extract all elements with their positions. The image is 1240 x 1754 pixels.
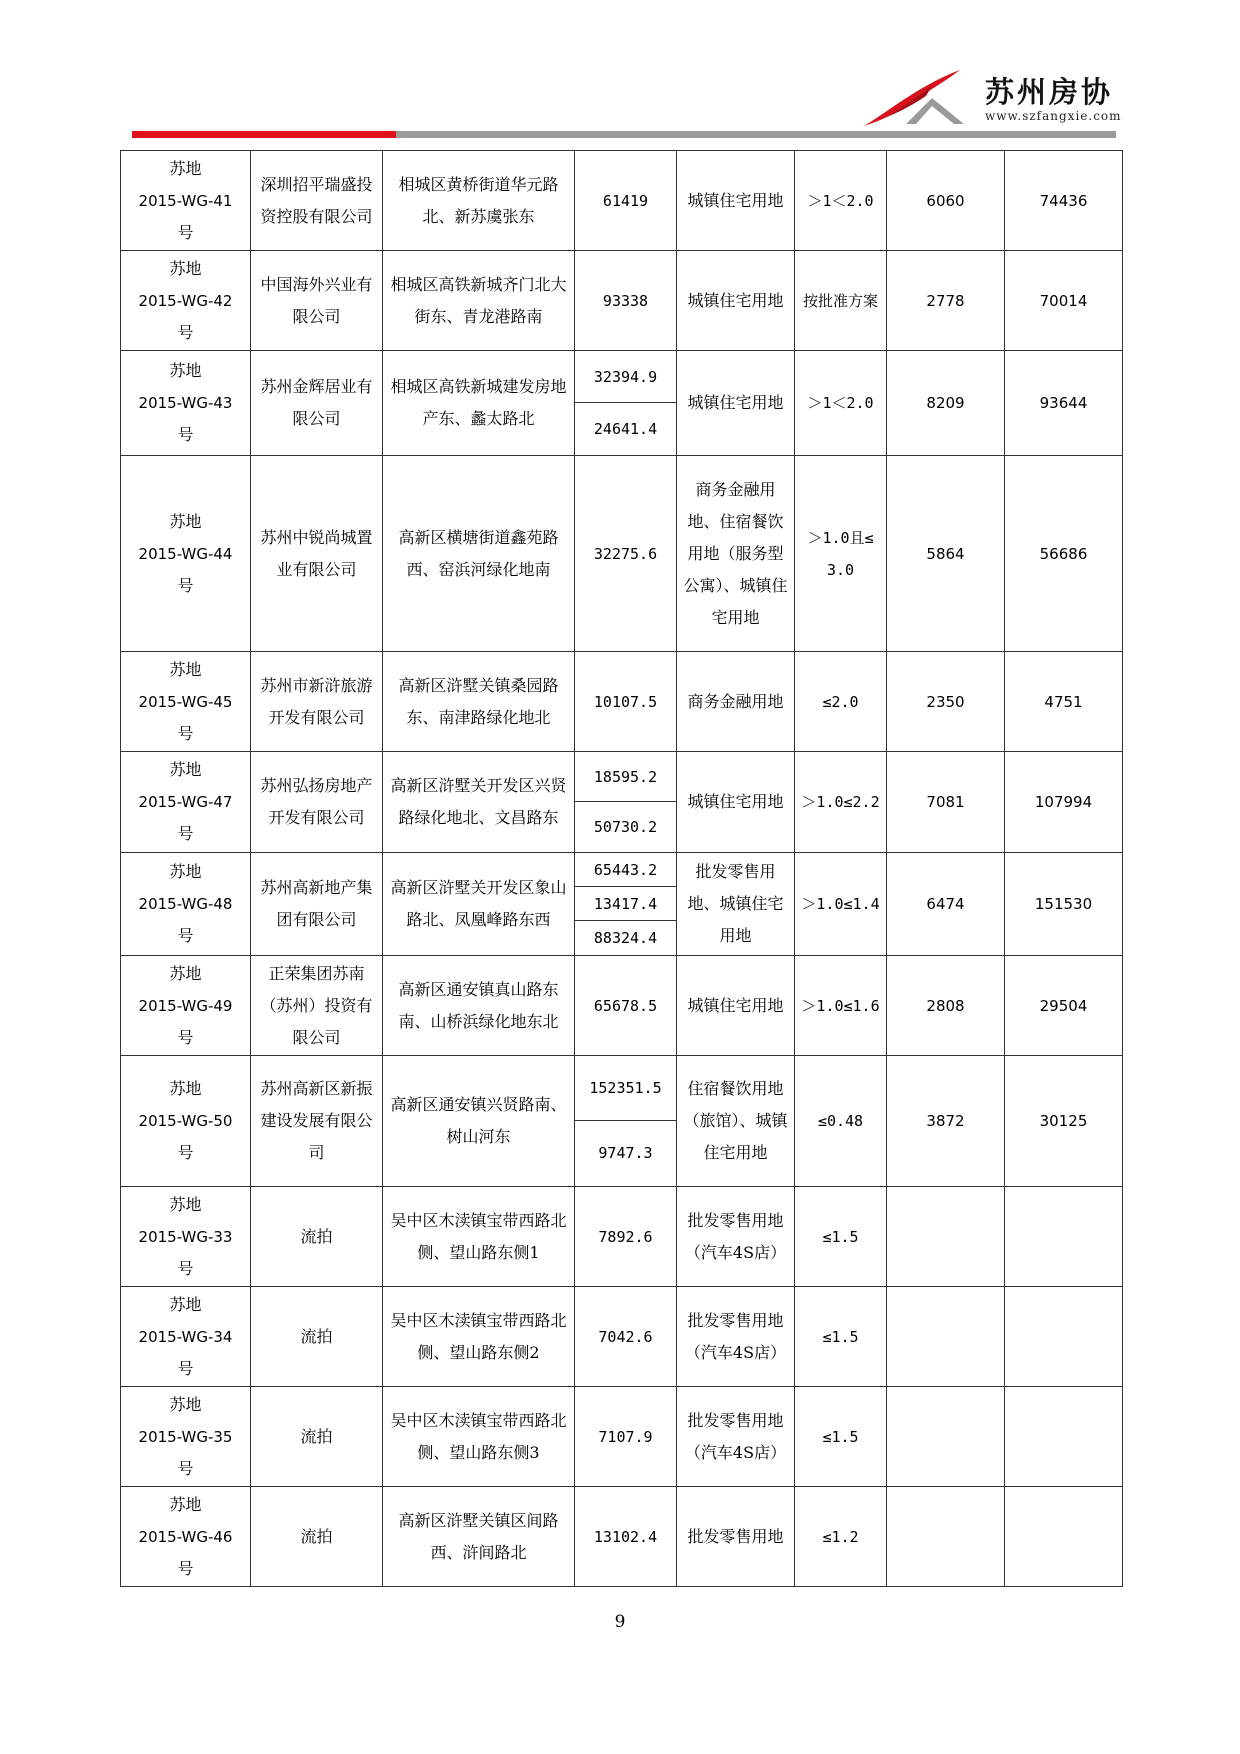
parcel-id-line: 2015-WG-47	[138, 793, 233, 811]
land-use-cell	[677, 351, 795, 456]
area-value: 10107.5	[593, 692, 658, 711]
land-use-cell	[677, 456, 795, 652]
header-rule-red	[132, 131, 396, 138]
location-cell	[383, 1387, 575, 1487]
company-name: 流拍	[300, 1526, 333, 1546]
land-use-cell	[677, 251, 795, 351]
land-use: 城镇住宅用地	[687, 190, 784, 210]
company-cell	[251, 151, 383, 251]
plot-ratio: ≤1.5	[822, 1227, 859, 1246]
land-use: 批发零售用地（汽车4S店）	[684, 1410, 787, 1462]
plot-ratio-cell	[795, 1387, 887, 1487]
location-cell	[383, 251, 575, 351]
area-part: 32394.9	[575, 351, 676, 403]
total-price: 29504	[1039, 996, 1088, 1015]
area-part: 152351.5	[575, 1056, 676, 1121]
plot-ratio: 按批准方案	[802, 291, 878, 310]
parcel-location: 相城区高铁新城建发房地产东、蠡太路北	[390, 377, 567, 428]
parcel-location: 相城区黄桥街道华元路北、新苏虞张东	[398, 174, 559, 226]
plot-ratio: ≤1.5	[822, 1327, 859, 1346]
land-use-cell	[677, 1187, 795, 1287]
parcel-id-cell	[121, 1487, 251, 1587]
area-cell	[575, 351, 677, 456]
total-price-cell	[1005, 752, 1123, 853]
area-part: 18595.2	[575, 752, 676, 802]
swallow-roof-logo-icon	[860, 68, 970, 130]
area-cell	[575, 1487, 677, 1587]
parcel-id-line: 2015-WG-35	[138, 1427, 233, 1446]
land-use: 批发零售用地、城镇住宅用地	[687, 862, 784, 945]
brand-url: www.szfangxie.com	[985, 109, 1122, 123]
plot-ratio: ＞1.0≤1.4	[801, 895, 880, 913]
company-cell	[251, 652, 383, 752]
unit-price: 7081	[926, 793, 965, 811]
location-cell	[383, 1056, 575, 1187]
location-cell	[383, 456, 575, 652]
land-use-cell	[677, 1387, 795, 1487]
parcel-id-line: 苏地	[169, 511, 202, 531]
total-price: 70014	[1039, 291, 1088, 310]
location-cell	[383, 853, 575, 956]
parcel-location: 吴中区木渎镇宝带西路北侧、望山路东侧3	[390, 1410, 567, 1462]
plot-ratio: ＞1.0≤2.2	[801, 793, 880, 811]
parcel-location: 高新区横塘街道鑫苑路西、窑浜河绿化地南	[398, 527, 559, 579]
land-transaction-table	[120, 150, 1123, 1587]
unit-price-cell	[887, 1187, 1005, 1287]
parcel-id-line: 号	[177, 926, 194, 945]
land-use: 批发零售用地	[687, 1526, 784, 1546]
parcel-id-line: 苏地	[169, 963, 202, 983]
area-value: 7107.9	[598, 1427, 653, 1446]
plot-ratio: ≤1.2	[822, 1527, 859, 1546]
location-cell	[383, 652, 575, 752]
parcel-location: 吴中区木渎镇宝带西路北侧、望山路东侧2	[390, 1310, 567, 1362]
parcel-id-line: 号	[177, 222, 194, 242]
parcel-id-line: 苏地	[169, 862, 202, 881]
plot-ratio-cell	[795, 456, 887, 652]
unit-price: 6474	[926, 895, 965, 913]
parcel-id-line: 苏地	[169, 760, 202, 779]
unit-price: 2808	[926, 996, 965, 1015]
parcel-id-line: 2015-WG-50	[138, 1112, 233, 1130]
parcel-id-line: 2015-WG-41	[138, 191, 233, 210]
area-part: 50730.2	[593, 818, 658, 836]
total-price-cell	[1005, 652, 1123, 752]
area-part: 13417.4	[575, 887, 676, 921]
total-price-cell	[1005, 853, 1123, 956]
parcel-id-line: 2015-WG-45	[138, 692, 233, 711]
total-price: 30125	[1039, 1112, 1088, 1130]
parcel-id-line: 号	[177, 824, 194, 843]
company-name: 正荣集团苏南（苏州）投资有限公司	[260, 963, 373, 1047]
table-row	[121, 956, 1123, 1056]
plot-ratio-cell	[795, 151, 887, 251]
land-use: 商务金融用地	[687, 691, 784, 711]
parcel-id-line: 2015-WG-43	[138, 394, 233, 412]
parcel-id-line: 苏地	[169, 659, 202, 679]
company-cell	[251, 351, 383, 456]
area-value: 7892.6	[598, 1227, 653, 1246]
table-row	[121, 752, 1123, 853]
parcel-location: 相城区高铁新城齐门北大街东、青龙港路南	[390, 274, 567, 326]
company-cell	[251, 1287, 383, 1387]
plot-ratio-cell	[795, 351, 887, 456]
page-number: 9	[614, 1612, 626, 1632]
area-cell	[575, 1056, 677, 1187]
plot-ratio-cell	[795, 752, 887, 853]
total-price: 56686	[1039, 544, 1088, 563]
parcel-location: 高新区浒墅关开发区兴贤路绿化地北、文昌路东	[390, 776, 567, 827]
parcel-id-line: 苏地	[169, 1494, 202, 1514]
company-name: 流拍	[300, 1326, 333, 1346]
parcel-id-line: 2015-WG-48	[138, 895, 233, 913]
plot-ratio: ＞1＜2.0	[807, 191, 874, 210]
total-price: 107994	[1034, 793, 1093, 811]
parcel-id-line: 苏地	[169, 1394, 202, 1414]
parcel-id-line: 号	[177, 575, 194, 595]
area-cell	[575, 853, 677, 956]
land-use: 城镇住宅用地	[687, 393, 784, 412]
header-rule-gray	[396, 131, 1116, 138]
total-price-cell	[1005, 956, 1123, 1056]
unit-price: 3872	[926, 1112, 965, 1130]
parcel-id-cell	[121, 752, 251, 853]
area-cell	[575, 456, 677, 652]
parcel-id-cell	[121, 1287, 251, 1387]
plot-ratio-cell	[795, 1487, 887, 1587]
unit-price-cell	[887, 956, 1005, 1056]
brand-name: 苏州房协	[985, 75, 1114, 109]
unit-price-cell	[887, 1056, 1005, 1187]
parcel-id-line: 号	[177, 1258, 194, 1278]
area-value: 93338	[602, 291, 649, 310]
location-cell	[383, 351, 575, 456]
table-row	[121, 1187, 1123, 1287]
plot-ratio: ＞1.0且≤3.0	[807, 528, 874, 579]
area-part: 65443.2	[575, 853, 676, 887]
plot-ratio-cell	[795, 1187, 887, 1287]
land-use-cell	[677, 956, 795, 1056]
land-use: 批发零售用地（汽车4S店）	[684, 1210, 787, 1262]
parcel-location: 高新区浒墅关镇桑园路东、南津路绿化地北	[398, 675, 559, 727]
table-row	[121, 456, 1123, 652]
parcel-id-cell	[121, 652, 251, 752]
table-row	[121, 853, 1123, 956]
plot-ratio: ≤0.48	[817, 1112, 864, 1130]
company-name: 流拍	[300, 1426, 333, 1446]
parcel-id-line: 苏地	[169, 158, 202, 178]
total-price-cell	[1005, 1056, 1123, 1187]
total-price-cell	[1005, 1387, 1123, 1487]
unit-price-cell	[887, 1287, 1005, 1387]
parcel-id-cell	[121, 956, 251, 1056]
parcel-id-line: 2015-WG-44	[138, 544, 233, 563]
parcel-id-line: 2015-WG-34	[138, 1327, 233, 1346]
area-cell	[575, 1187, 677, 1287]
unit-price: 8209	[926, 394, 965, 412]
unit-price-cell	[887, 456, 1005, 652]
area-part: 24641.4	[593, 420, 658, 438]
parcel-id-cell	[121, 251, 251, 351]
company-name: 苏州高新区新振建设发展有限公司	[260, 1079, 373, 1162]
unit-price-cell	[887, 151, 1005, 251]
company-cell	[251, 956, 383, 1056]
total-price-cell	[1005, 1487, 1123, 1587]
table-row	[121, 1056, 1123, 1187]
unit-price: 5864	[926, 544, 965, 563]
unit-price: 2778	[926, 291, 965, 310]
company-cell	[251, 752, 383, 853]
parcel-id-line: 2015-WG-49	[138, 996, 233, 1015]
land-use: 批发零售用地（汽车4S店）	[684, 1310, 787, 1362]
area-cell	[575, 151, 677, 251]
area-value: 65678.5	[593, 996, 658, 1015]
table-row	[121, 151, 1123, 251]
table-row	[121, 1287, 1123, 1387]
area-value: 61419	[602, 191, 649, 210]
company-name: 苏州市新浒旅游开发有限公司	[260, 675, 373, 727]
company-cell	[251, 251, 383, 351]
parcel-id-cell	[121, 456, 251, 652]
parcel-id-line: 2015-WG-33	[138, 1227, 233, 1246]
total-price-cell	[1005, 1187, 1123, 1287]
land-use: 城镇住宅用地	[687, 290, 784, 310]
unit-price-cell	[887, 251, 1005, 351]
location-cell	[383, 752, 575, 853]
plot-ratio-cell	[795, 956, 887, 1056]
plot-ratio-cell	[795, 1287, 887, 1387]
company-cell	[251, 1487, 383, 1587]
area-cell	[575, 956, 677, 1056]
plot-ratio: ≤2.0	[822, 692, 859, 711]
page-header	[0, 0, 1240, 150]
area-cell	[575, 251, 677, 351]
plot-ratio-cell	[795, 251, 887, 351]
land-use-cell	[677, 853, 795, 956]
location-cell	[383, 956, 575, 1056]
area-part: 9747.3	[598, 1144, 653, 1162]
plot-ratio: ≤1.5	[822, 1427, 859, 1446]
company-cell	[251, 456, 383, 652]
parcel-id-line: 号	[177, 1027, 194, 1047]
parcel-id-line: 号	[177, 1558, 194, 1578]
land-use: 住宿餐饮用地（旅馆）、城镇住宅用地	[683, 1079, 788, 1162]
parcel-id-cell	[121, 351, 251, 456]
plot-ratio-cell	[795, 853, 887, 956]
location-cell	[383, 1487, 575, 1587]
parcel-id-line: 号	[177, 1358, 194, 1378]
location-cell	[383, 1287, 575, 1387]
land-use-cell	[677, 1056, 795, 1187]
total-price-cell	[1005, 1287, 1123, 1387]
company-name: 苏州金辉居业有限公司	[260, 377, 373, 428]
total-price-cell	[1005, 151, 1123, 251]
parcel-id-cell	[121, 1387, 251, 1487]
plot-ratio-cell	[795, 1056, 887, 1187]
land-use-cell	[677, 752, 795, 853]
area-value: 7042.6	[598, 1327, 653, 1346]
parcel-id-cell	[121, 151, 251, 251]
unit-price-cell	[887, 1487, 1005, 1587]
parcel-id-cell	[121, 1056, 251, 1187]
land-use-cell	[677, 1287, 795, 1387]
company-cell	[251, 1187, 383, 1287]
plot-ratio: ＞1.0≤1.6	[801, 996, 880, 1015]
parcel-id-line: 苏地	[169, 1079, 202, 1098]
area-cell	[575, 752, 677, 853]
location-cell	[383, 1187, 575, 1287]
parcel-id-line: 苏地	[169, 258, 202, 278]
land-use: 商务金融用地、住宿餐饮用地（服务型公寓）、城镇住宅用地	[683, 479, 788, 627]
total-price: 74436	[1039, 191, 1088, 210]
unit-price-cell	[887, 351, 1005, 456]
company-cell	[251, 853, 383, 956]
land-use-cell	[677, 652, 795, 752]
table-row	[121, 652, 1123, 752]
land-use-cell	[677, 1487, 795, 1587]
parcel-location: 高新区通安镇兴贤路南、树山河东	[390, 1095, 567, 1146]
parcel-id-line: 号	[177, 1458, 194, 1478]
parcel-id-line: 苏地	[169, 1194, 202, 1214]
area-part: 88324.4	[593, 929, 658, 947]
company-name: 深圳招平瑞盛投资控股有限公司	[260, 174, 373, 226]
parcel-id-line: 2015-WG-42	[138, 291, 233, 310]
table-row	[121, 351, 1123, 456]
unit-price-cell	[887, 752, 1005, 853]
total-price: 151530	[1034, 895, 1093, 913]
land-use: 城镇住宅用地	[687, 995, 784, 1015]
unit-price: 2350	[926, 692, 965, 711]
area-value: 32275.6	[593, 544, 658, 563]
parcel-id-cell	[121, 1187, 251, 1287]
area-cell	[575, 1387, 677, 1487]
table-row	[121, 1487, 1123, 1587]
area-cell	[575, 652, 677, 752]
parcel-id-cell	[121, 853, 251, 956]
total-price: 4751	[1044, 692, 1083, 711]
parcel-id-line: 号	[177, 322, 194, 342]
total-price-cell	[1005, 456, 1123, 652]
unit-price: 6060	[926, 191, 965, 210]
parcel-location: 高新区浒墅关镇区间路西、浒间路北	[398, 1510, 559, 1562]
company-cell	[251, 1387, 383, 1487]
unit-price-cell	[887, 652, 1005, 752]
parcel-location: 高新区通安镇真山路东南、山桥浜绿化地东北	[398, 979, 559, 1031]
company-name: 苏州弘扬房地产开发有限公司	[260, 776, 373, 827]
company-cell	[251, 1056, 383, 1187]
unit-price-cell	[887, 1387, 1005, 1487]
area-cell	[575, 1287, 677, 1387]
company-name: 苏州高新地产集团有限公司	[260, 878, 373, 929]
total-price-cell	[1005, 251, 1123, 351]
parcel-location: 吴中区木渎镇宝带西路北侧、望山路东侧1	[390, 1210, 567, 1262]
plot-ratio-cell	[795, 652, 887, 752]
company-name: 流拍	[300, 1226, 333, 1246]
parcel-id-line: 2015-WG-46	[138, 1527, 233, 1546]
total-price-cell	[1005, 351, 1123, 456]
land-use-cell	[677, 151, 795, 251]
parcel-id-line: 号	[177, 425, 194, 444]
total-price: 93644	[1039, 394, 1088, 412]
table-row	[121, 251, 1123, 351]
land-use: 城镇住宅用地	[687, 792, 784, 811]
parcel-id-line: 苏地	[169, 1294, 202, 1314]
company-name: 中国海外兴业有限公司	[260, 274, 373, 326]
company-name: 苏州中锐尚城置业有限公司	[260, 527, 373, 579]
parcel-id-line: 号	[177, 723, 194, 743]
plot-ratio: ＞1＜2.0	[807, 394, 874, 412]
unit-price-cell	[887, 853, 1005, 956]
parcel-location: 高新区浒墅关开发区象山路北、凤凰峰路东西	[390, 878, 567, 929]
parcel-id-line: 苏地	[169, 361, 202, 380]
table-row	[121, 1387, 1123, 1487]
location-cell	[383, 151, 575, 251]
area-value: 13102.4	[593, 1527, 658, 1546]
parcel-id-line: 号	[177, 1143, 194, 1162]
